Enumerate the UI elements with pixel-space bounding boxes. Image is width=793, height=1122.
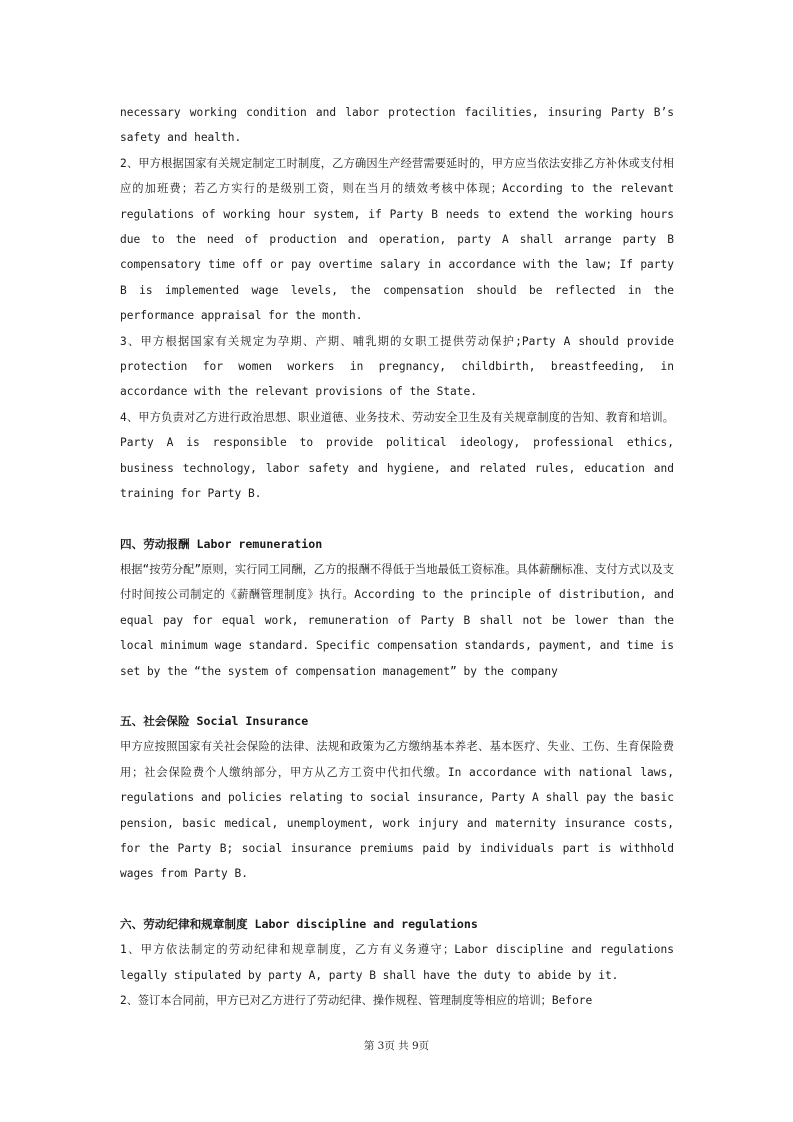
section-heading-social-insurance: 五、社会保险 Social Insurance (120, 713, 309, 728)
section-body-labor-discipline-item-1: 1、甲方依法制定的劳动纪律和规章制度，乙方有义务遵守；Labor discipline and regulations legally stipulated by party A, party B shall have the duty to abide by it. (120, 943, 674, 982)
clause-item-3: 3、甲方根据国家有关规定为孕期、产期、哺乳期的女职工提供劳动保护;Party A should provide protection for women workers in pregnancy, childbirth, breastfeeding, in accordance with the relevant provisions of the State. (120, 334, 674, 399)
section-spacer (120, 507, 674, 532)
page-number-footer: 第 3页 共 9页 (363, 1040, 430, 1052)
clause-item-4: 4、甲方负责对乙方进行政治思想、职业道德、业务技术、劳动安全卫生及有关规章制度的告知、教育和培训。Party A is responsible to provide political ideology, professional ethics, business technology, labor safety and hygiene, and related rules, education and training for Party B. (120, 410, 674, 501)
intro-paragraph: necessary working condition and labor protection facilities, insuring Party B’s safety and health. (120, 106, 674, 145)
section-body-labor-remuneration: 根据“按劳分配”原则，实行同工同酬，乙方的报酬不得低于当地最低工资标准。具体薪酬标准、支付方式以及支付时间按公司制定的《薪酬管理制度》执行。According to the principle of distribution, and equal pay for equal work, remuneration of Party B shall not be lower than the local minimum wage standard. Specific compensation standards, payment, and time is set by the “the system of compensation management” by the company (120, 562, 674, 678)
section-body-social-insurance: 甲方应按照国家有关社会保险的法律、法规和政策为乙方缴纳基本养老、基本医疗、失业、工伤、生育保险费用；社会保险费个人缴纳部分，甲方从乙方工资中代扣代缴。In accordance with national laws, regulations and policies relating to social insurance, Party A shall pay the basic pension, basic medical, unemployment, work injury and maternity insurance costs, for the Party B; social insurance premiums paid by individuals part is withhold wages from Party B. (120, 740, 674, 881)
section-body-labor-discipline-item-2: 2、签订本合同前，甲方已对乙方进行了劳动纪律、操作规程、管理制度等相应的培训；Before (120, 994, 593, 1007)
section-heading-labor-discipline: 六、劳动纪律和规章制度 Labor discipline and regulations (120, 916, 478, 931)
section-spacer (120, 684, 674, 709)
document-body (120, 100, 674, 1013)
section-heading-labor-remuneration: 四、劳动报酬 Labor remuneration (120, 536, 323, 551)
section-spacer (120, 887, 674, 912)
clause-item-2: 2、甲方根据国家有关规定制定工时制度，乙方确因生产经营需要延时的，甲方应当依法安排乙方补休或支付相应的加班费；若乙方实行的是级别工资，则在当月的绩效考核中体现；According to the relevant regulations of working hour system, if Party B needs to extend the working hours due to the need of production and operation, party A shall arrange party B compensatory time off or pay overtime salary in accordance with the law; If party B is implemented wage levels, the compensation should be reflected in the performance appraisal for the month. (120, 156, 674, 323)
